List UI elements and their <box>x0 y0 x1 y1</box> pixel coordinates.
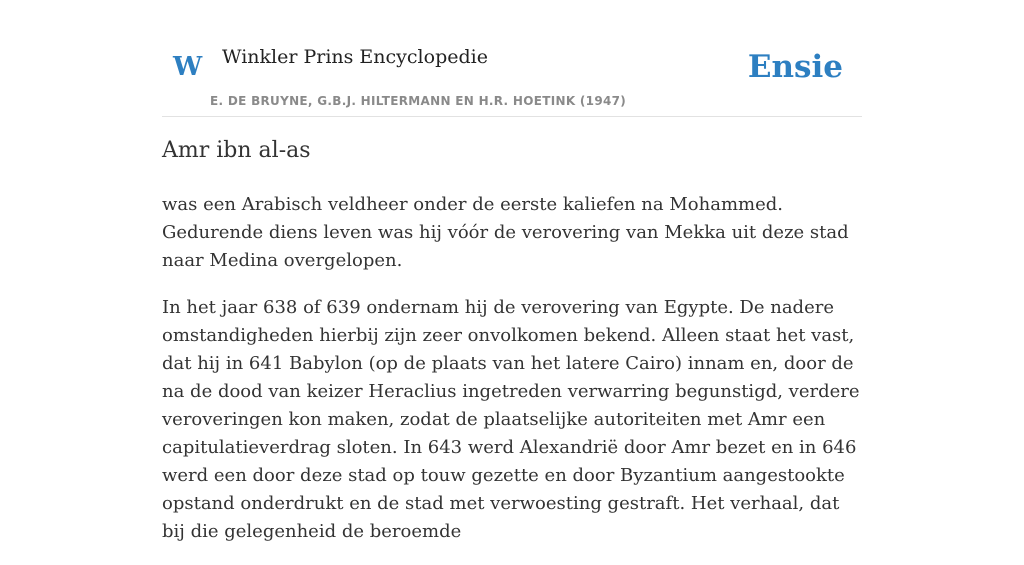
winkler-prins-logo[interactable]: W <box>173 52 203 82</box>
article-paragraph: was een Arabisch veldheer onder de eerste kaliefen na Mohammed. Gedurende diens leven was hij vóór de verovering van Mekka uit deze stad naar Medina overgelopen. <box>162 193 849 271</box>
article-title: Amr ibn al-as <box>162 138 311 163</box>
article <box>162 136 864 565</box>
encyclopedia-authors: E. DE BRUYNE, G.B.J. HILTERMANN EN H.R. HOETINK (1947) <box>210 94 627 108</box>
article-paragraph: In het jaar 638 of 639 ondernam hij de verovering van Egypte. De nadere omstandigheden hierbij zijn zeer onvolkomen bekend. Alleen staat het vast, dat hij in 641 Babylon (op de plaats van het latere Cairo) innam en, door de na de dood van keizer Heraclius ingetreden verwarring begunstigd, verdere veroveringen kon maken, zodat de plaatselijke autoriteiten met Amr een capitulatieverdrag sloten. In 643 werd Alexandrië door Amr bezet en in 646 werd een door deze stad op touw gezette en door Byzantium aangestookte opstand onderdrukt en de stad met verwoesting gestraft. Het verhaal, dat bij die gelegenheid de beroemde <box>162 296 860 542</box>
encyclopedia-title[interactable]: Winkler Prins Encyclopedie <box>222 46 488 68</box>
encyclopedia-header <box>162 0 862 117</box>
ensie-brand-link[interactable]: Ensie <box>747 49 843 85</box>
